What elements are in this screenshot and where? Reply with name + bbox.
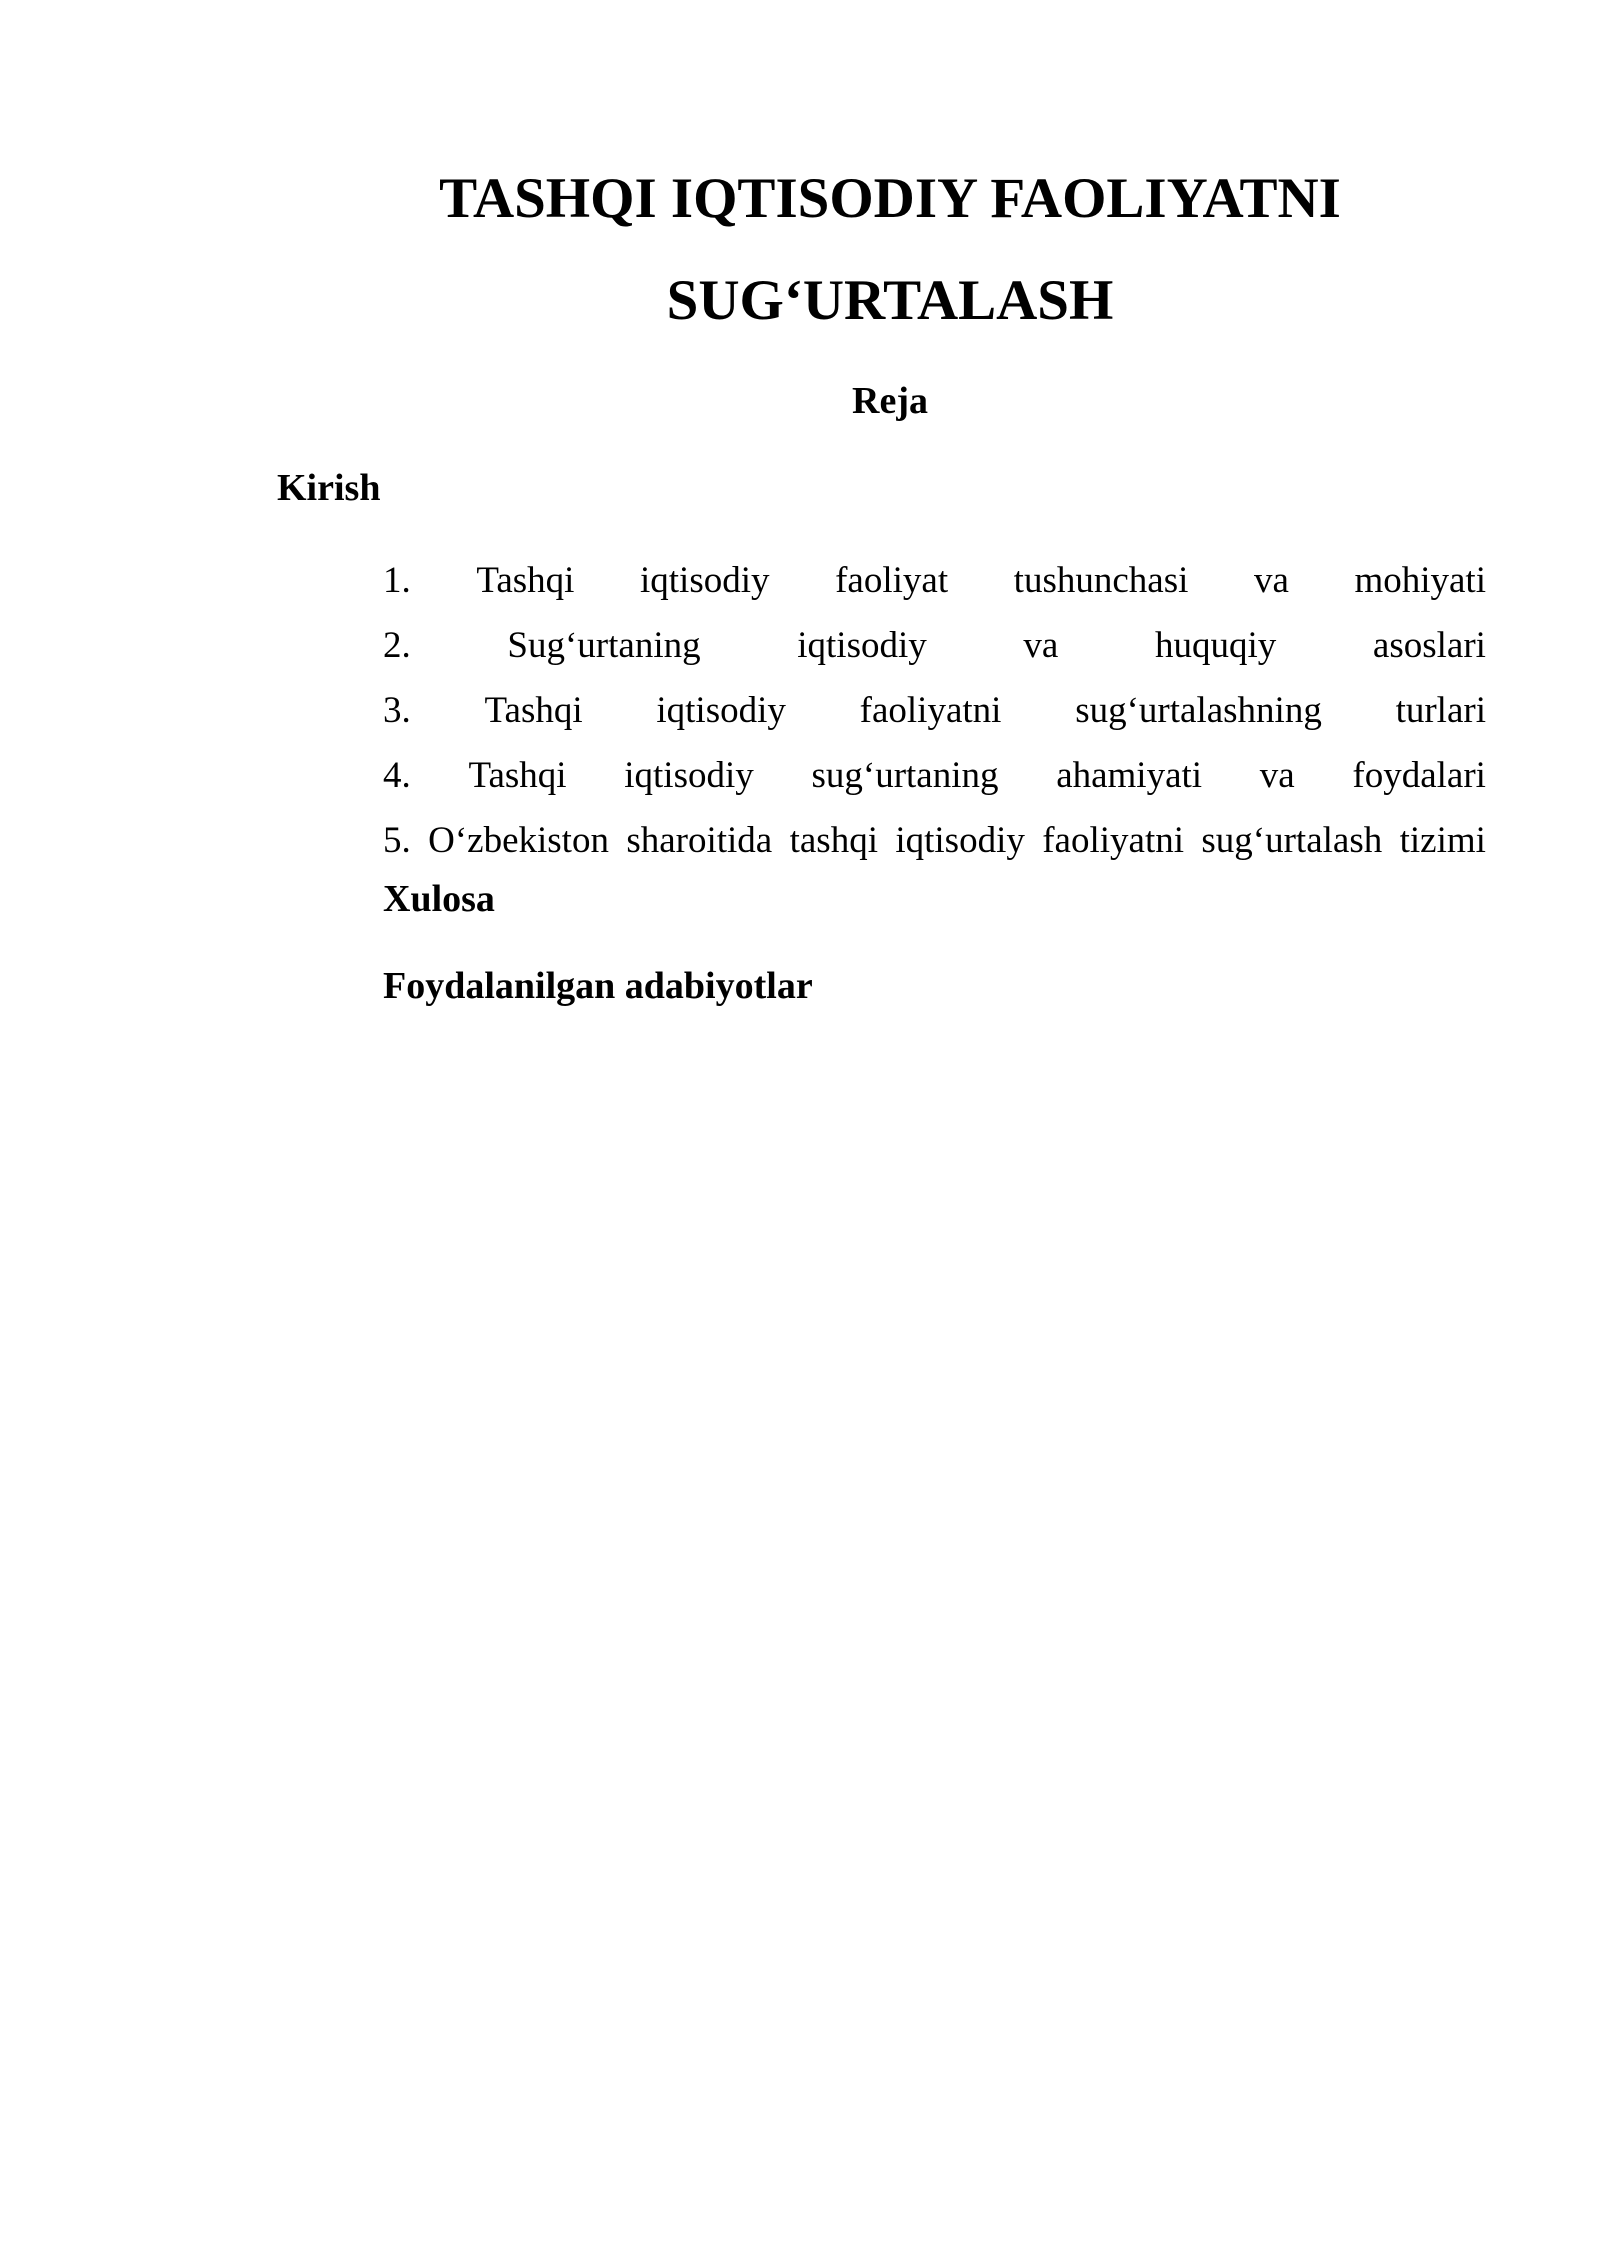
intro-heading: Kirish [277,467,381,509]
document-title [380,148,1400,352]
plan-item-2 [383,613,1486,678]
plan-item-word: va [1023,625,1059,666]
title-line-2: SUG‘URTALASH [666,269,1114,332]
plan-item-word: tushunchasi [1013,560,1189,601]
plan-item-word: turlari [1395,690,1486,731]
plan-item-word: ahamiyati [1056,755,1203,796]
plan-item-number: 5. [383,820,411,861]
plan-item-word: Sug‘urtaning [507,625,701,666]
plan-item-word: tashqi [789,820,878,861]
plan-item-word: faoliyatni [1042,820,1185,861]
plan-item-number: 4. [383,755,411,796]
plan-item-word: faoliyatni [859,690,1002,731]
plan-item-word: sug‘urtalash [1201,820,1383,861]
plan-item-word: iqtisodiy [797,625,927,666]
plan-item-1 [383,548,1486,613]
plan-heading: Reja [852,380,928,422]
plan-item-word: tizimi [1399,820,1486,861]
plan-item-number: 1. [383,560,411,601]
plan-item-word: foydalari [1352,755,1486,796]
plan-item-5 [383,808,1486,873]
references-heading: Foydalanilgan adabiyotlar [383,965,813,1007]
plan-item-number: 3. [383,690,411,731]
plan-item-word: faoliyat [835,560,949,601]
plan-item-4 [383,743,1486,808]
plan-item-word: va [1259,755,1295,796]
plan-item-word: O‘zbekiston [428,820,609,861]
plan-item-word: huquqiy [1154,625,1277,666]
plan-item-3 [383,678,1486,743]
plan-item-word: mohiyati [1354,560,1486,601]
plan-item-word: asoslari [1372,625,1486,666]
plan-item-word: Tashqi [476,560,575,601]
plan-item-word: iqtisodiy [656,690,786,731]
plan-item-word: va [1253,560,1289,601]
plan-item-word: Tashqi [484,690,583,731]
plan-item-word: iqtisodiy [640,560,770,601]
plan-item-word: Tashqi [468,755,567,796]
conclusion-heading: Xulosa [383,878,495,920]
title-line-1: TASHQI IQTISODIY FAOLIYATNI [439,167,1341,230]
plan-list [383,548,1486,873]
plan-item-word: sug‘urtalashning [1075,690,1322,731]
plan-item-word: sug‘urtaning [811,755,999,796]
plan-item-word: iqtisodiy [624,755,754,796]
plan-item-number: 2. [383,625,411,666]
plan-item-word: iqtisodiy [895,820,1025,861]
plan-item-word: sharoitida [626,820,773,861]
